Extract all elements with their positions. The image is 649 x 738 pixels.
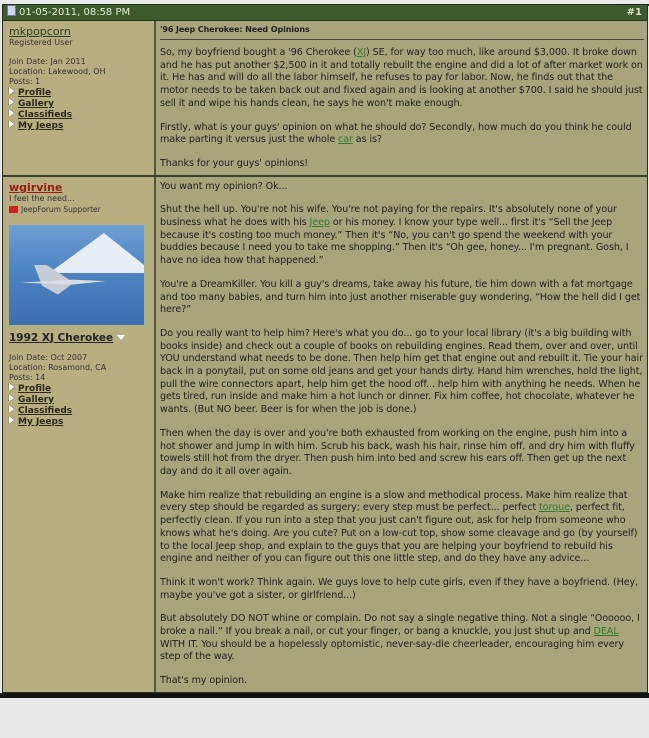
post-paragraph bbox=[160, 428, 644, 479]
text: So, my boyfriend bought a '96 Cherokee ( bbox=[160, 47, 357, 58]
post-body bbox=[156, 177, 647, 692]
text: That's my opinion. bbox=[160, 675, 247, 687]
text: as is? bbox=[352, 134, 382, 146]
post-paragraph bbox=[160, 613, 644, 664]
user-title: Registered User bbox=[9, 38, 73, 47]
profile-link[interactable]: Profile bbox=[9, 383, 150, 394]
forum-thread bbox=[2, 4, 648, 693]
user-info bbox=[3, 177, 156, 692]
supporter-badge: JeepForum Supporter bbox=[9, 205, 150, 215]
post-paragraph bbox=[160, 490, 644, 566]
post-count: Posts: 14 bbox=[9, 372, 46, 382]
dropdown-icon[interactable] bbox=[117, 335, 125, 340]
text: Then when the day is over and you're both exhausted from working on the engine, push him into a hot shower and jump in with him. Scrub his back, wash his hair, rinse him off, and dry him with fluffy towels still hot from the dryer. Then push him into bed and screw his ears off. Then get up the next day and do it all over again. bbox=[160, 427, 635, 477]
join-date: Join Date: Oct 2007 bbox=[9, 352, 88, 362]
text: Shut the hell up. You're not his wife. You're not paying for the repairs. It's absolutely none of your business what he does with his bbox=[160, 204, 617, 229]
keyword-link[interactable]: XJ bbox=[356, 47, 367, 58]
classifieds-link[interactable]: Classifieds bbox=[9, 405, 150, 416]
profile-link[interactable]: Profile bbox=[9, 87, 150, 98]
document-icon bbox=[7, 5, 16, 16]
post-paragraph bbox=[160, 204, 644, 268]
text: Firstly, what is your guys' opinion on what he should do? Secondly, how much do you think he could make parting it versus just the whole bbox=[160, 121, 632, 146]
gallery-link[interactable]: Gallery bbox=[9, 394, 150, 405]
my-jeeps-link[interactable]: My Jeeps bbox=[9, 120, 150, 131]
post-body bbox=[156, 21, 647, 175]
keyword-link[interactable]: torque bbox=[539, 502, 570, 514]
text: Think it won't work? Think again. We guys love to help cute girls, even if they have a boyfriend. (Hey, maybe you've got a sister, or girlfriend...) bbox=[160, 576, 639, 601]
text: or his money. I know your type well... first it's “Sell the Jeep because it's costing too much money.” Then it's “No, you can't go spend the weekend with your buddies because I need you to take me shopping.” Then it's “Oh gee, honey... I'm pregnant. Gosh, I have no idea how that happened.” bbox=[160, 217, 629, 267]
gallery-link[interactable]: Gallery bbox=[9, 98, 150, 109]
my-jeeps-link[interactable]: My Jeeps bbox=[9, 416, 150, 427]
post-2 bbox=[3, 177, 647, 692]
post-count: Posts: 1 bbox=[9, 77, 41, 86]
user-title: I feel the need... bbox=[9, 193, 75, 203]
bottom-edge bbox=[0, 693, 649, 698]
keyword-link[interactable]: DEAL bbox=[593, 626, 619, 638]
post-subject: '96 Jeep Cherokee: Need Opinions bbox=[160, 25, 644, 40]
join-date: Join Date: Jan 2011 bbox=[9, 57, 86, 66]
text: , perfect fit, perfectly clean. If you run into a step that you just can't figure out, ask for help from someone who knows what he's doing. Are you cute? Put on a low-cut top, show some cleavage and go (by yourself) to the local Jeep shop, and explain to the guys that you are helping your boyfriend to rebuild his engine and neither of you can figure out this one little step, and do they have any advice... bbox=[160, 502, 638, 565]
text: You're a DreamKiller. You kill a guy's dreams, take away his future, tie him down with a fat mortgage and too many babies, and turn him into just another miserable guy wondering, “How the hell did I get here?” bbox=[160, 278, 641, 316]
username-link[interactable]: mkpopcorn bbox=[9, 25, 71, 38]
post-paragraph bbox=[160, 577, 644, 602]
text: You want my opinion? Ok... bbox=[160, 180, 288, 192]
post-paragraph bbox=[160, 328, 644, 417]
username-link[interactable]: wgirvine bbox=[9, 180, 63, 194]
classifieds-link[interactable]: Classifieds bbox=[9, 109, 150, 120]
post-paragraph bbox=[160, 158, 644, 171]
text: Thanks for your guys' opinions! bbox=[160, 157, 308, 169]
text: ) SE, for way too much, like around $3,000. It broke down and he has put another $2,500 in it and totally rebuilt the engine and did a lot of after market work on it. He has and will do all the labor himself, he refuses to pay for labor. Now, he finds out that the motor needs to be taken back out and fixed again and is looking at another $700. I said he should just sell it and wipe his hands clean, he says he won't make enough. bbox=[160, 47, 643, 109]
jeep-icon bbox=[9, 206, 18, 213]
text: Make him realize that rebuilding an engine is a slow and methodical process. Make him realize that every step should be regarded as surgery; every step must be perfect... perfect bbox=[160, 489, 628, 514]
location: Location: Rosamond, CA bbox=[9, 362, 107, 372]
post-paragraph bbox=[160, 122, 644, 147]
text: WITH IT. You should be a hopelessly optomistic, never-say-die cheerleader, encouraging him every step of the way. bbox=[160, 638, 624, 663]
post-number-link[interactable]: #1 bbox=[626, 7, 642, 18]
post-date: 01-05-2011, 08:58 PM bbox=[19, 7, 131, 18]
post-paragraph bbox=[160, 675, 644, 688]
text: Do you really want to help him? Here's what you do... go to your local library (it's a big building with books inside) and check out a couple of books on rebuilding engines. Read them, over and over, until YOU understand what needs to be done. Then help him get that engine out and rebuilt it. Tie your hair back in a ponytail, put on some old jeans and get your hands dirty. Hand him wrenches, hold the light, pull the wire connectors apart, help him get the hood off... help him with anything he needs. When he gets tired, run inside and make him a hot lunch or dinner. Fix him coffee, hot chocolate, whatever he wants. (But NO beer. Beer is for when the job is done.) bbox=[160, 327, 643, 416]
keyword-link[interactable]: Jeep bbox=[309, 217, 330, 229]
ride-link[interactable]: 1992 XJ Cherokee bbox=[9, 331, 150, 345]
post-paragraph bbox=[160, 279, 644, 317]
post-paragraph bbox=[160, 47, 644, 111]
location: Location: Lakewood, OH bbox=[9, 67, 106, 76]
text: But absolutely DO NOT whine or complain. Do not say a single negative thing. Not a single “Oooooo, I broke a nail.” If you break a nail, or cut your finger, or bang a knuckle, you just shut up and bbox=[160, 613, 640, 638]
post-paragraph bbox=[160, 181, 644, 194]
keyword-link[interactable]: car bbox=[338, 134, 353, 146]
avatar bbox=[9, 225, 144, 325]
post-header-bar bbox=[3, 5, 647, 21]
post-1 bbox=[3, 21, 647, 177]
user-info bbox=[3, 21, 156, 175]
